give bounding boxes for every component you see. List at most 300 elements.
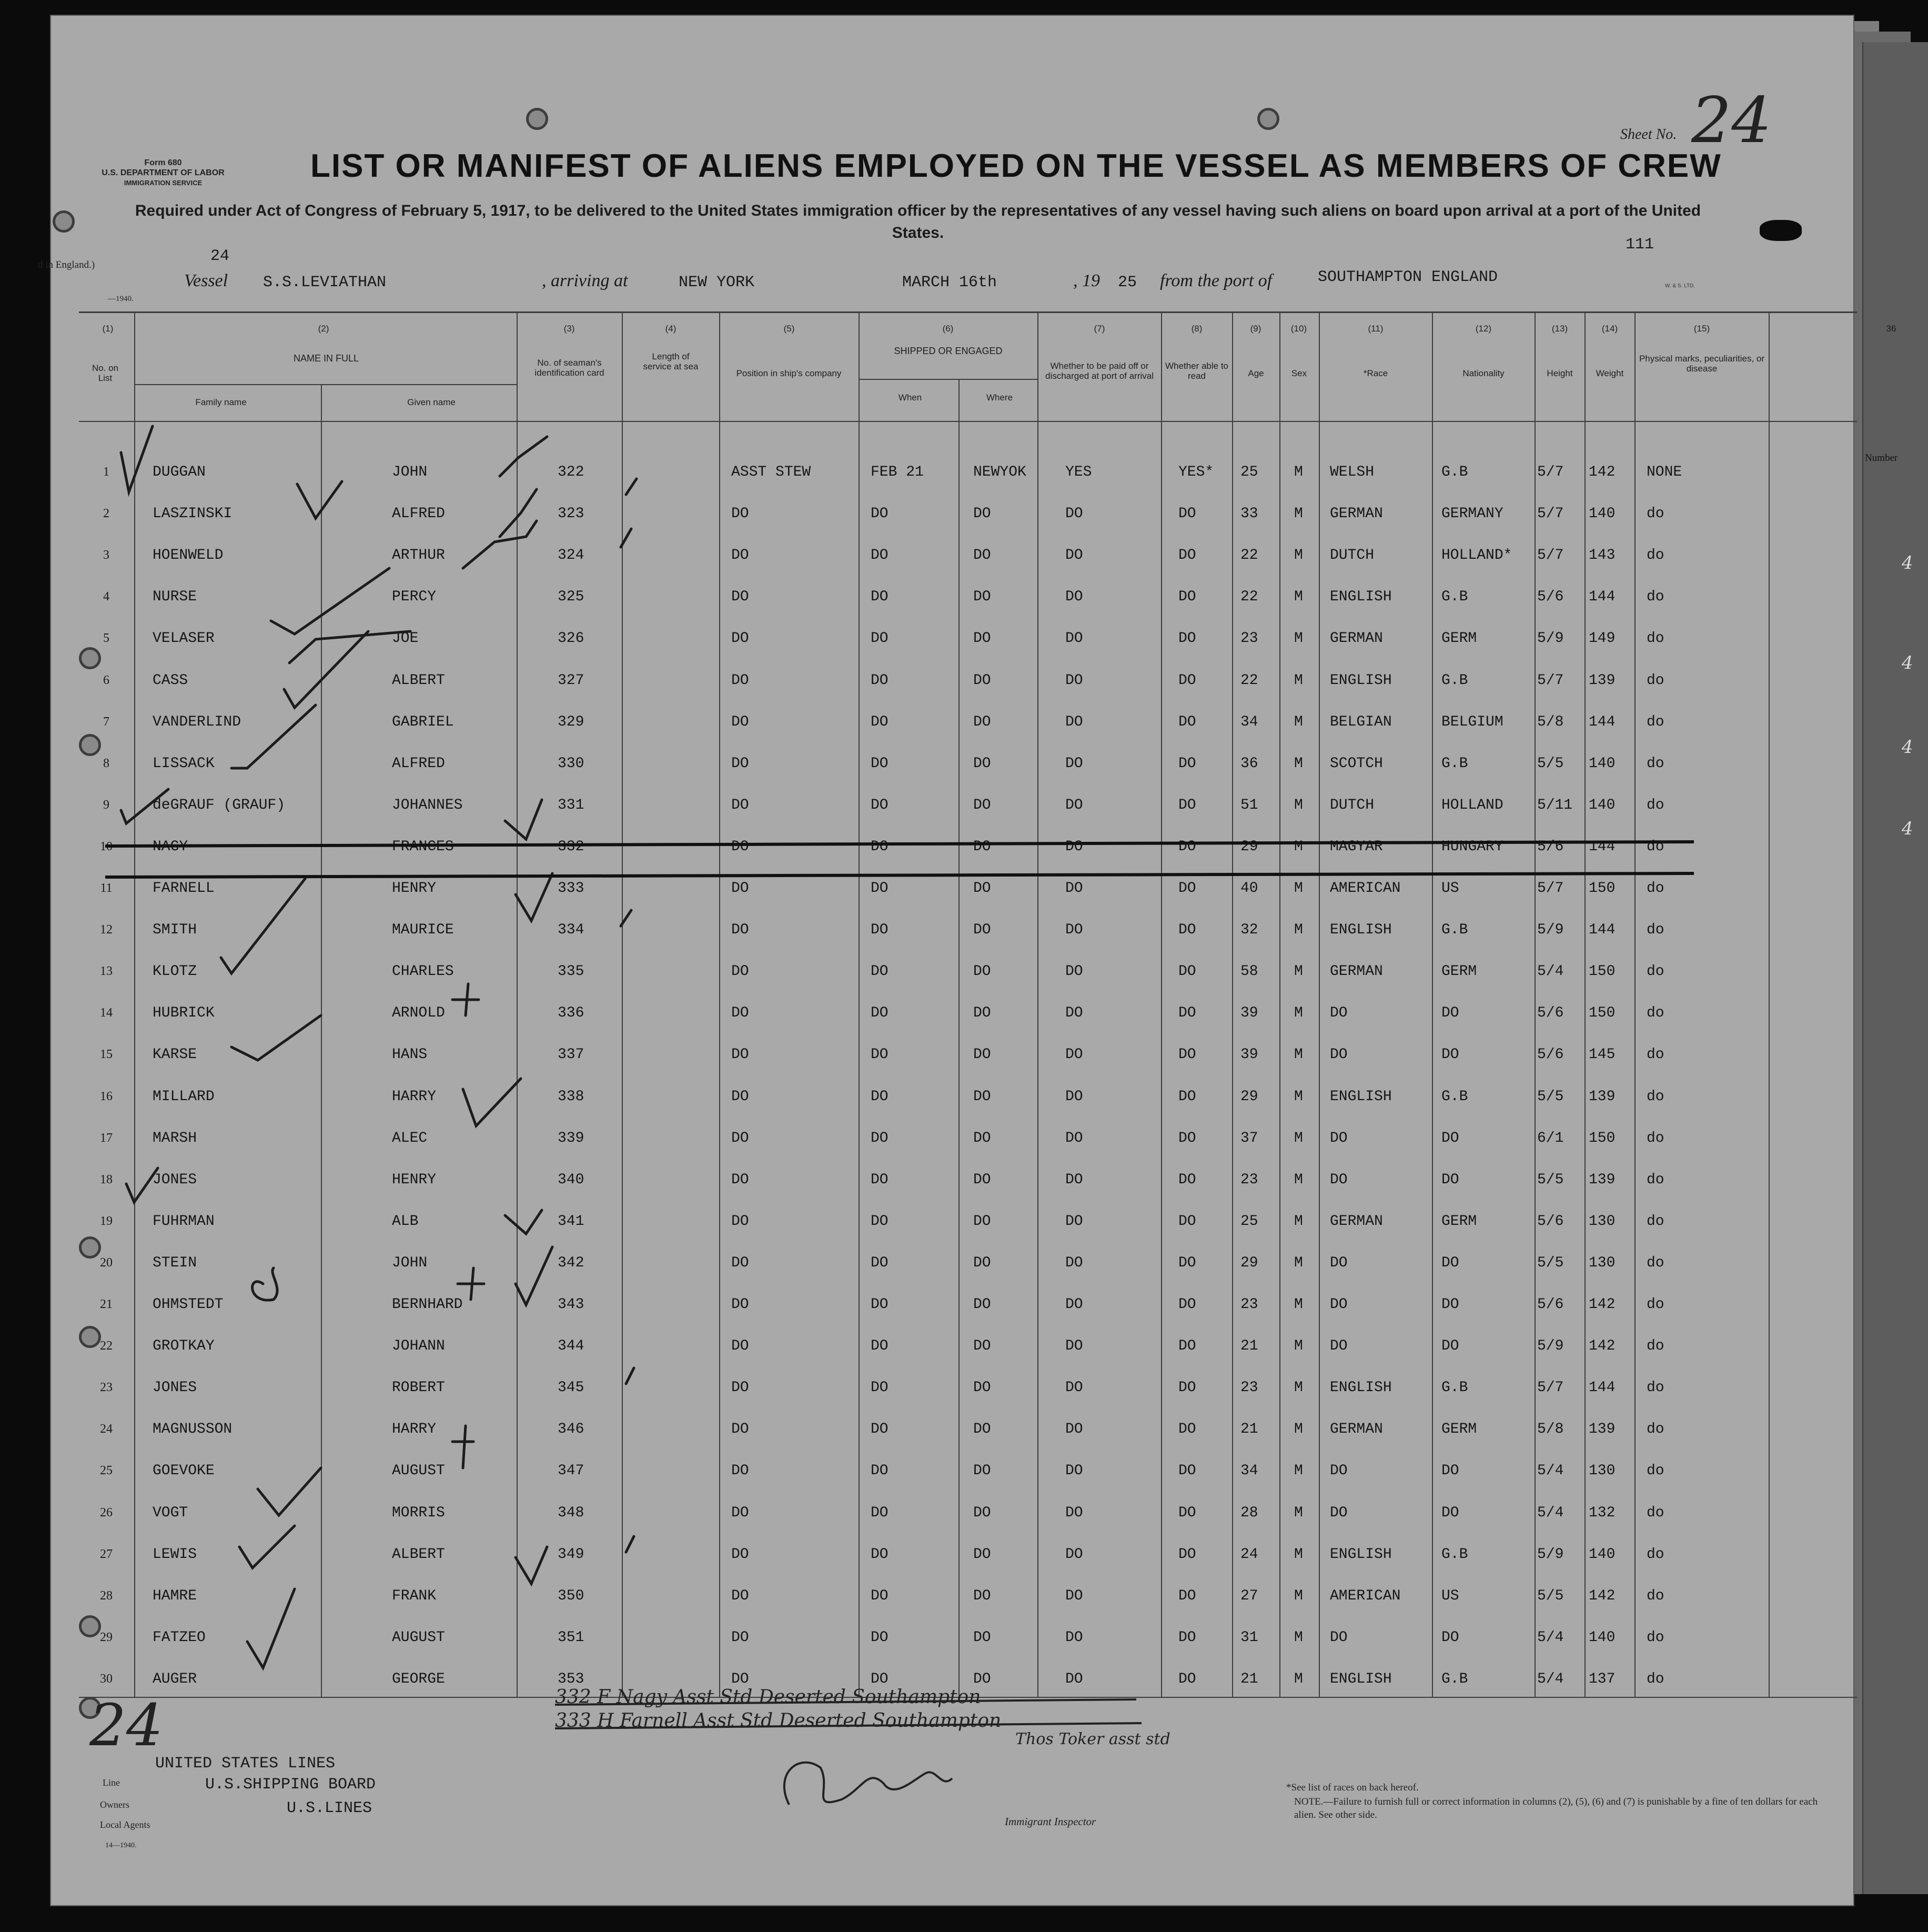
paid-off-cell: DO (1065, 1296, 1083, 1313)
race-cell: AMERICAN (1330, 880, 1401, 897)
able-read-cell: DO (1178, 880, 1196, 897)
age-cell: 29 (1240, 1089, 1258, 1105)
race-cell: DO (1330, 1005, 1348, 1021)
weight-cell: 150 (1589, 1130, 1616, 1146)
tick-mark (621, 529, 631, 547)
physical-marks-cell: do (1647, 1380, 1664, 1396)
header-paid-off: Whether to be paid off or discharged at port of arrival (1045, 361, 1154, 381)
height-cell: 5/4 (1537, 1505, 1564, 1521)
shipped-where-cell: DO (973, 922, 991, 938)
footer-agents-value: U.S.LINES (287, 1799, 372, 1817)
shipped-when-cell: DO (871, 630, 889, 647)
paid-off-cell: DO (1065, 1089, 1083, 1105)
sex-cell: M (1294, 589, 1303, 605)
header-weight: Weight (1596, 368, 1624, 378)
seaman-card-cell: 324 (558, 547, 584, 564)
able-read-cell: DO (1178, 1213, 1196, 1230)
from-port-label: from the port of (1160, 271, 1273, 290)
seaman-card-cell: 343 (558, 1296, 584, 1313)
left-margin-note: d in England.) (38, 259, 95, 270)
family-name-cell: DUGGAN (153, 464, 206, 480)
row-number: 9 (103, 798, 109, 812)
cross-mark (452, 984, 479, 1015)
nationality-cell: G.B (1441, 1380, 1468, 1396)
given-name-cell: ALBERT (392, 672, 445, 689)
family-name-cell: GOEVOKE (153, 1463, 215, 1479)
given-name-cell: ALB (392, 1213, 419, 1230)
age-cell: 51 (1240, 797, 1258, 813)
weight-cell: 142 (1589, 464, 1616, 480)
family-name-cell: VOGT (153, 1505, 188, 1521)
given-name-cell: CHARLES (392, 963, 454, 980)
seaman-card-cell: 323 (558, 506, 584, 522)
height-cell: 5/7 (1537, 672, 1564, 689)
race-cell: SCOTCH (1330, 756, 1383, 772)
shipped-when-cell: DO (871, 1380, 889, 1396)
paid-off-cell: DO (1065, 672, 1083, 689)
family-name-cell: JONES (153, 1172, 197, 1188)
given-name-cell: JOHN (392, 1255, 428, 1271)
seaman-card-cell: 347 (558, 1463, 584, 1479)
shipped-when-cell: DO (871, 1588, 889, 1604)
able-read-cell: DO (1178, 589, 1196, 605)
check-mark (463, 1079, 521, 1126)
weight-cell: 140 (1589, 1629, 1616, 1646)
weight-cell: 140 (1589, 756, 1616, 772)
age-cell: 25 (1240, 1213, 1258, 1230)
height-cell: 5/11 (1537, 797, 1573, 813)
header-height: Height (1547, 368, 1573, 378)
shipped-when-cell: DO (871, 672, 889, 689)
paid-off-cell: DO (1065, 839, 1083, 855)
age-cell: 34 (1240, 1463, 1258, 1479)
col-num-12: (12) (1475, 324, 1492, 334)
department-name: U.S. DEPARTMENT OF LABOR (102, 168, 225, 177)
given-name-cell: HANS (392, 1046, 428, 1063)
able-read-cell: DO (1178, 1629, 1196, 1646)
position-cell: DO (731, 1505, 749, 1521)
weight-cell: 140 (1589, 506, 1616, 522)
nationality-cell: DO (1441, 1046, 1459, 1063)
shipped-where-cell: DO (973, 963, 991, 980)
given-name-cell: MAURICE (392, 922, 454, 938)
paid-off-cell: DO (1065, 1005, 1083, 1021)
row-number: 1 (103, 465, 109, 479)
height-cell: 5/7 (1537, 547, 1564, 564)
check-mark (289, 631, 410, 663)
weight-cell: 130 (1589, 1255, 1616, 1271)
height-cell: 5/6 (1537, 1046, 1564, 1063)
row-number: 15 (100, 1048, 113, 1061)
age-cell: 21 (1240, 1338, 1258, 1354)
physical-marks-cell: do (1647, 589, 1664, 605)
strike-through (105, 842, 1694, 846)
position-cell: DO (731, 1463, 749, 1479)
seaman-card-cell: 325 (558, 589, 584, 605)
seaman-card-cell: 334 (558, 922, 584, 938)
family-name-cell: KARSE (153, 1046, 197, 1063)
given-name-cell: ALFRED (392, 756, 445, 772)
footer-owners-value: U.S.SHIPPING BOARD (205, 1776, 376, 1794)
physical-marks-cell: do (1647, 1005, 1664, 1021)
sex-cell: M (1294, 1505, 1303, 1521)
age-cell: 39 (1240, 1046, 1258, 1063)
family-name-cell: MILLARD (153, 1089, 215, 1105)
physical-marks-cell: do (1647, 1546, 1664, 1563)
physical-marks-cell: do (1647, 1046, 1664, 1063)
physical-marks-cell: do (1647, 1130, 1664, 1146)
position-cell: DO (731, 589, 749, 605)
height-cell: 5/9 (1537, 1546, 1564, 1563)
col-num-2: (2) (318, 324, 329, 334)
race-cell: DO (1330, 1296, 1348, 1313)
service-name: IMMIGRATION SERVICE (124, 179, 203, 187)
paid-off-cell: DO (1065, 756, 1083, 772)
position-cell: DO (731, 1421, 749, 1437)
given-name-cell: HENRY (392, 1172, 437, 1188)
paid-off-cell: DO (1065, 922, 1083, 938)
able-read-cell: DO (1178, 1546, 1196, 1563)
race-cell: MAGYAR (1330, 839, 1383, 855)
able-read-cell: DO (1178, 756, 1196, 772)
races-note: *See list of races on back hereof. (1286, 1782, 1419, 1793)
able-read-cell: DO (1178, 1338, 1196, 1354)
nationality-cell: G.B (1441, 1546, 1468, 1563)
paid-off-cell: DO (1065, 506, 1083, 522)
race-cell: DO (1330, 1046, 1348, 1063)
nationality-cell: DO (1441, 1255, 1459, 1271)
paid-off-cell: DO (1065, 1338, 1083, 1354)
row-number: 3 (103, 548, 109, 562)
given-name-cell: AUGUST (392, 1463, 445, 1479)
paid-off-cell: DO (1065, 1213, 1083, 1230)
physical-marks-cell: do (1647, 1296, 1664, 1313)
shipped-when-cell: DO (871, 547, 889, 564)
sex-cell: M (1294, 1671, 1303, 1687)
paid-off-cell: DO (1065, 714, 1083, 730)
shipped-when-cell: DO (871, 1505, 889, 1521)
tick-mark (621, 910, 631, 926)
sex-cell: M (1294, 1463, 1303, 1479)
age-cell: 24 (1240, 1546, 1258, 1563)
position-cell: DO (731, 1296, 749, 1313)
row-number: 20 (100, 1256, 113, 1270)
shipped-when-cell: DO (871, 756, 889, 772)
weight-cell: 132 (1589, 1505, 1616, 1521)
check-mark (505, 1210, 542, 1234)
physical-marks-cell: do (1647, 630, 1664, 647)
row-number: 18 (100, 1173, 113, 1186)
seaman-card-cell: 342 (558, 1255, 584, 1271)
given-name-cell: FRANCES (392, 839, 454, 855)
shipped-where-cell: DO (973, 756, 991, 772)
position-cell: DO (731, 1005, 749, 1021)
shipped-where-cell: DO (973, 1296, 991, 1313)
family-name-cell: LEWIS (153, 1546, 197, 1563)
header-where: Where (986, 393, 1013, 402)
seaman-card-cell: 338 (558, 1089, 584, 1105)
physical-marks-cell: do (1647, 922, 1664, 938)
paid-off-cell: DO (1065, 1172, 1083, 1188)
shipped-when-cell: DO (871, 1296, 889, 1313)
family-name-cell: JONES (153, 1380, 197, 1396)
seaman-card-cell: 349 (558, 1546, 584, 1563)
weight-cell: 144 (1589, 1380, 1616, 1396)
sex-cell: M (1294, 1421, 1303, 1437)
family-name-cell: OHMSTEDT (153, 1296, 224, 1313)
race-cell: DO (1330, 1130, 1348, 1146)
race-cell: DO (1330, 1172, 1348, 1188)
row-number: 27 (100, 1547, 113, 1561)
height-cell: 5/8 (1537, 1421, 1564, 1437)
weight-cell: 130 (1589, 1463, 1616, 1479)
inspector-signature (784, 1763, 952, 1805)
family-name-cell: FATZEO (153, 1629, 206, 1646)
row-number: 30 (100, 1672, 113, 1686)
position-cell: DO (731, 1671, 749, 1687)
race-cell: ENGLISH (1330, 1671, 1392, 1687)
weight-cell: 142 (1589, 1338, 1616, 1354)
check-mark (505, 800, 542, 839)
row-number: 25 (100, 1464, 113, 1477)
header-when: When (898, 393, 922, 402)
footer-line-value: UNITED STATES LINES (155, 1755, 336, 1773)
able-read-cell: DO (1178, 1255, 1196, 1271)
height-cell: 5/6 (1537, 839, 1564, 855)
shipped-when-cell: DO (871, 1172, 889, 1188)
header-given-name: Given name (407, 397, 456, 407)
family-name-cell: NAGY (153, 839, 188, 855)
tick-mark (626, 479, 637, 495)
page-subtitle: Required under Act of Congress of February 5, 1917, to be delivered to the United States immigration officer by the representatives of any vessel having such aliens on board upon arrival at a port of the United States. (135, 202, 1701, 242)
check-mark (239, 1526, 295, 1568)
weight-cell: 149 (1589, 630, 1616, 647)
physical-marks-cell: do (1647, 1089, 1664, 1105)
given-name-cell: HENRY (392, 880, 437, 897)
page-title: LIST OR MANIFEST OF ALIENS EMPLOYED ON THE VESSEL AS MEMBERS OF CREW (310, 148, 1722, 184)
paid-off-cell: DO (1065, 1380, 1083, 1396)
nationality-cell: G.B (1441, 672, 1468, 689)
race-cell: DUTCH (1330, 547, 1375, 564)
given-name-cell: PERCY (392, 589, 437, 605)
col-num-13: (13) (1551, 324, 1568, 334)
shipped-where-cell: DO (973, 797, 991, 813)
seaman-card-cell: 330 (558, 756, 584, 772)
check-mark (231, 705, 316, 768)
footer-owners-label: Owners (100, 1799, 129, 1810)
seaman-card-cell: 340 (558, 1172, 584, 1188)
race-cell: DO (1330, 1463, 1348, 1479)
shipped-where-cell: DO (973, 1629, 991, 1646)
position-cell: DO (731, 880, 749, 897)
paid-off-cell: DO (1065, 1046, 1083, 1063)
position-cell: DO (731, 1172, 749, 1188)
able-read-cell: DO (1178, 1380, 1196, 1396)
family-name-cell: VELASER (153, 630, 215, 647)
nationality-cell: GERM (1441, 630, 1477, 647)
sex-cell: M (1294, 630, 1303, 647)
sex-cell: M (1294, 880, 1303, 897)
physical-marks-cell: do (1647, 1629, 1664, 1646)
row-number: 13 (100, 964, 113, 978)
initial-mark (253, 1268, 278, 1300)
shipped-where-cell: DO (973, 1671, 991, 1687)
given-name-cell: GABRIEL (392, 714, 454, 730)
race-cell: GERMAN (1330, 1421, 1383, 1437)
col-num-7: (7) (1094, 324, 1105, 334)
family-name-cell: LASZINSKI (153, 506, 233, 522)
family-name-cell: deGRAUF (GRAUF) (153, 797, 286, 813)
position-cell: DO (731, 1588, 749, 1604)
family-name-cell: GROTKAY (153, 1338, 215, 1354)
row-number: 10 (100, 840, 113, 853)
paid-off-cell: DO (1065, 1463, 1083, 1479)
sex-cell: M (1294, 1338, 1303, 1354)
shipped-where-cell: DO (973, 1005, 991, 1021)
handwritten-page-number: 24 (89, 1692, 163, 1759)
shipped-where-cell: DO (973, 714, 991, 730)
paid-off-cell: DO (1065, 589, 1083, 605)
weight-cell: 139 (1589, 1421, 1616, 1437)
seaman-card-cell: 322 (558, 464, 584, 480)
seaman-card-cell: 327 (558, 672, 584, 689)
cross-mark (458, 1268, 484, 1300)
check-mark (231, 1015, 321, 1060)
paid-off-cell: DO (1065, 1421, 1083, 1437)
position-cell: DO (731, 922, 749, 938)
header-length-service: Length of service at sea (643, 351, 699, 371)
family-name-cell: FARNELL (153, 880, 215, 897)
penalty-note: NOTE.—Failure to furnish full or correct information in columns (2), (5), (6) and (7) is punishable by a fine of ten dollars for each alien. See other side. (1294, 1796, 1818, 1820)
deserted-note-1: 332 F Nagy Asst Std Deserted Southampton (555, 1686, 981, 1708)
position-cell: DO (731, 1089, 749, 1105)
paid-off-cell: DO (1065, 547, 1083, 564)
weight-cell: 130 (1589, 1213, 1616, 1230)
able-read-cell: DO (1178, 1671, 1196, 1687)
age-cell: 34 (1240, 714, 1258, 730)
sex-cell: M (1294, 1005, 1303, 1021)
row-number: 21 (100, 1297, 113, 1311)
arriving-port: NEW YORK (679, 274, 755, 291)
sex-cell: M (1294, 1089, 1303, 1105)
family-name-cell: FUHRMAN (153, 1213, 215, 1230)
shipped-where-cell: DO (973, 1172, 991, 1188)
height-cell: 5/7 (1537, 506, 1564, 522)
position-cell: DO (731, 1046, 749, 1063)
given-name-cell: AUGUST (392, 1629, 445, 1646)
physical-marks-cell: do (1647, 1172, 1664, 1188)
seaman-card-cell: 329 (558, 714, 584, 730)
family-name-cell: MARSH (153, 1130, 197, 1146)
position-cell: DO (731, 1338, 749, 1354)
nationality-cell: HOLLAND* (1441, 547, 1512, 564)
sex-cell: M (1294, 756, 1303, 772)
position-cell: DO (731, 1130, 749, 1146)
physical-marks-cell: do (1647, 1588, 1664, 1604)
position-cell: DO (731, 756, 749, 772)
row-number: 16 (100, 1090, 113, 1103)
left-form-code: —1940. (108, 295, 134, 303)
col-num-9: (9) (1250, 324, 1261, 334)
form-number: Form 680 (144, 158, 182, 167)
age-cell: 21 (1240, 1421, 1258, 1437)
position-cell: ASST STEW (731, 464, 811, 480)
able-read-cell: DO (1178, 714, 1196, 730)
race-cell: GERMAN (1330, 1213, 1383, 1230)
deserted-underline (555, 1699, 1136, 1705)
given-name-cell: ALFRED (392, 506, 445, 522)
sex-cell: M (1294, 797, 1303, 813)
height-cell: 5/8 (1537, 714, 1564, 730)
paid-off-cell: DO (1065, 1588, 1083, 1604)
sex-cell: M (1294, 464, 1303, 480)
able-read-cell: DO (1178, 1089, 1196, 1105)
age-cell: 58 (1240, 963, 1258, 980)
nationality-cell: DO (1441, 1338, 1459, 1354)
row-number: 28 (100, 1589, 113, 1603)
check-mark (271, 568, 389, 634)
header-family-name: Family name (195, 397, 247, 407)
seaman-card-cell: 341 (558, 1213, 584, 1230)
weight-cell: 140 (1589, 797, 1616, 813)
row-number: 22 (100, 1339, 113, 1353)
extra-col-label: Number (1865, 452, 1898, 464)
position-cell: DO (731, 630, 749, 647)
physical-marks-cell: do (1647, 547, 1664, 564)
age-cell: 22 (1240, 547, 1258, 564)
shipped-where-cell: DO (973, 1046, 991, 1063)
shipped-when-cell: DO (871, 1338, 889, 1354)
paid-off-cell: DO (1065, 1671, 1083, 1687)
weight-cell: 139 (1589, 1172, 1616, 1188)
family-name-cell: MAGNUSSON (153, 1421, 233, 1437)
col-num-6: (6) (942, 324, 954, 334)
row-number: 8 (103, 757, 109, 770)
able-read-cell: DO (1178, 506, 1196, 522)
physical-marks-cell: do (1647, 1255, 1664, 1271)
shipped-when-cell: DO (871, 714, 889, 730)
position-cell: DO (731, 714, 749, 730)
paid-off-cell: YES (1065, 464, 1092, 480)
given-name-cell: BERNHARD (392, 1296, 463, 1313)
position-cell: DO (731, 506, 749, 522)
physical-marks-cell: do (1647, 506, 1664, 522)
position-cell: DO (731, 672, 749, 689)
vessel-name: S.S.LEVIATHAN (263, 274, 387, 291)
able-read-cell: YES* (1178, 464, 1214, 480)
height-cell: 5/6 (1537, 1296, 1564, 1313)
seaman-card-cell: 351 (558, 1629, 584, 1646)
seaman-card-cell: 346 (558, 1421, 584, 1437)
shipped-when-cell: DO (871, 506, 889, 522)
weight-cell: 150 (1589, 880, 1616, 897)
height-cell: 5/6 (1537, 589, 1564, 605)
race-cell: ENGLISH (1330, 672, 1392, 689)
col-num-3: (3) (563, 324, 575, 334)
check-mark (516, 1547, 547, 1584)
physical-marks-cell: NONE (1647, 464, 1682, 480)
nationality-cell: DO (1441, 1629, 1459, 1646)
nationality-cell: G.B (1441, 1671, 1468, 1687)
seaman-card-cell: 333 (558, 880, 584, 897)
height-cell: 5/4 (1537, 1671, 1564, 1687)
header-no-on-list: No. on List (92, 363, 119, 383)
nationality-cell: G.B (1441, 756, 1468, 772)
age-cell: 27 (1240, 1588, 1258, 1604)
seaman-card-cell: 348 (558, 1505, 584, 1521)
shipped-where-cell: DO (973, 1421, 991, 1437)
weight-cell: 137 (1589, 1671, 1616, 1687)
